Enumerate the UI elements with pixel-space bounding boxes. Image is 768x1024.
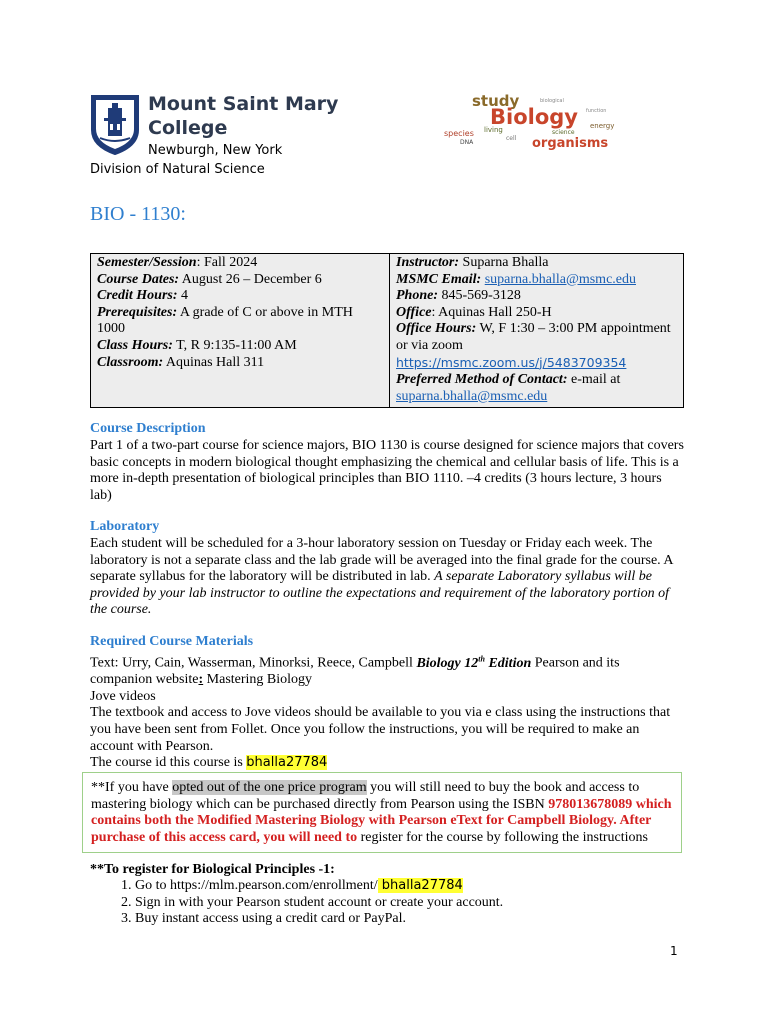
word-species: species bbox=[444, 129, 474, 138]
register-step-2: 2. Sign in with your Pearson student account or create your account. bbox=[135, 895, 695, 912]
register-heading: **To register for Biological Principles -1: bbox=[90, 862, 335, 877]
jove-videos-text: Jove videos bbox=[90, 688, 156, 704]
college-name: Mount Saint Mary College bbox=[148, 93, 339, 139]
zoom-link[interactable]: https://msmc.zoom.us/j/5483709354 bbox=[396, 354, 627, 370]
course-id-highlight: bhalla27784 bbox=[246, 755, 328, 771]
word-energy: energy bbox=[590, 122, 615, 130]
college-location: Newburgh, New York bbox=[148, 143, 283, 158]
enrollment-code-highlight: bhalla27784 bbox=[377, 878, 463, 893]
division-name: Division of Natural Science bbox=[90, 162, 265, 177]
materials-heading: Required Course Materials bbox=[90, 634, 254, 649]
access-instructions-text: The textbook and access to Jove videos should be available to you via e class using the instructions that you have been sent from Follet. Once you follow the instructions, you will be required to make an account with Pearson. bbox=[90, 705, 671, 754]
register-step-1: 1. Go to https://mlm.pearson.com/enrollment/ bhalla27784 bbox=[135, 878, 695, 895]
zoom-row bbox=[396, 355, 678, 373]
prerequisites-row: Prerequisites: A grade of C or above in MTH 1000 bbox=[97, 304, 353, 337]
contact-email-row bbox=[396, 389, 678, 406]
class-hours-row: Class Hours: T, R 9:135-11:00 AM bbox=[97, 337, 297, 353]
contact-row: Preferred Method of Contact: e-mail at bbox=[396, 372, 621, 388]
course-description-heading: Course Description bbox=[90, 421, 206, 436]
credit-hours-row: Credit Hours: 4 bbox=[97, 288, 189, 304]
word-living: living bbox=[484, 126, 503, 134]
one-price-note-box: **If you have opted out of the one price program you will still need to buy the book and access to mastering biology which can be purchased directly from Pearson using the ISBN 978013678089 which contains both the Modified Mastering Biology with Pearson eText for Campbell Biology. After purchase of this access card, you will need to register for the course by following the instructions bbox=[82, 772, 682, 853]
instructor-email-link[interactable]: suparna.bhalla@msmc.edu bbox=[484, 271, 636, 287]
college-seal-icon bbox=[90, 94, 140, 156]
email-row: MSMC Email: suparna.bhalla@msmc.edu bbox=[396, 271, 636, 287]
isbn-red-text: 978013678089 which contains both the Modified Mastering Biology with Pearson eText for Campbell Biology. After purchase of this access card, you will need to bbox=[91, 796, 672, 845]
course-info-right-cell bbox=[390, 254, 684, 408]
word-function: function bbox=[586, 108, 607, 114]
laboratory-heading: Laboratory bbox=[90, 519, 160, 534]
course-description-text: Part 1 of a two-part course for science majors, BIO 1130 is course designed for science majors that covers basic concepts in modern biological thought emphasizing the chemical and cellular basis of life. This is a more in-depth presentation of biological principles than BIO 1110. –4 credits (3 hours lecture, 3 hours lab) bbox=[90, 438, 684, 503]
biology-word-cloud-image bbox=[440, 90, 640, 152]
course-title: BIO - 1130: bbox=[90, 203, 186, 225]
word-cell: cell bbox=[506, 135, 517, 142]
office-hours-row: Office Hours: W, F 1:30 – 3:00 PM appointment or via zoom bbox=[396, 321, 671, 353]
word-science: science bbox=[552, 129, 575, 136]
classroom-row: Classroom: Aquinas Hall 311 bbox=[97, 354, 265, 370]
word-organisms: organisms bbox=[532, 136, 609, 151]
word-dna: DNA bbox=[460, 139, 474, 146]
instructor-row: Instructor: Suparna Bhalla bbox=[396, 255, 549, 270]
register-step-3: 3. Buy instant access using a credit card or PayPal. bbox=[135, 911, 695, 928]
word-biological: biological bbox=[540, 98, 564, 104]
course-info-left-cell bbox=[91, 254, 390, 408]
contact-email-link[interactable]: suparna.bhalla@msmc.edu bbox=[396, 388, 548, 404]
laboratory-text: Each student will be scheduled for a 3-hour laboratory session on Tuesday or Friday each week. The laboratory is not a separate class and the lab grade will be averaged into the final grade for the course. A separate syllabus for the laboratory will be distributed in lab. A separate Laboratory syllabus will be provided by your lab instructor to outline the expectations and requirement of the laboratory portion of the course. bbox=[90, 536, 673, 618]
opt-out-highlight: opted out of the one price program bbox=[172, 780, 367, 795]
semester-row: Semester/Session: Fall 2024 bbox=[97, 255, 258, 270]
course-dates-row: Course Dates: August 26 – December 6 bbox=[97, 271, 322, 287]
word-biology: Biology bbox=[490, 105, 578, 129]
register-steps-list bbox=[90, 878, 695, 928]
page-number: 1 bbox=[670, 944, 678, 958]
phone-row: Phone: 845-569-3128 bbox=[396, 288, 521, 304]
office-row: Office: Aquinas Hall 250-H bbox=[396, 304, 552, 320]
materials-text: Text: Urry, Cain, Wasserman, Minorksi, Reece, Campbell Biology 12th Edition Pearson and its companion website: Mastering Biology Jove videos The textbook and access to Jove videos should be available to you via e class using the instructions that you have been sent from Follet. Once you follow the instructions, you will be required to make an account with Pearson. The course id this course is bhalla27784 bbox=[90, 654, 671, 771]
course-info-table bbox=[90, 253, 684, 408]
word-study: study bbox=[472, 92, 520, 110]
